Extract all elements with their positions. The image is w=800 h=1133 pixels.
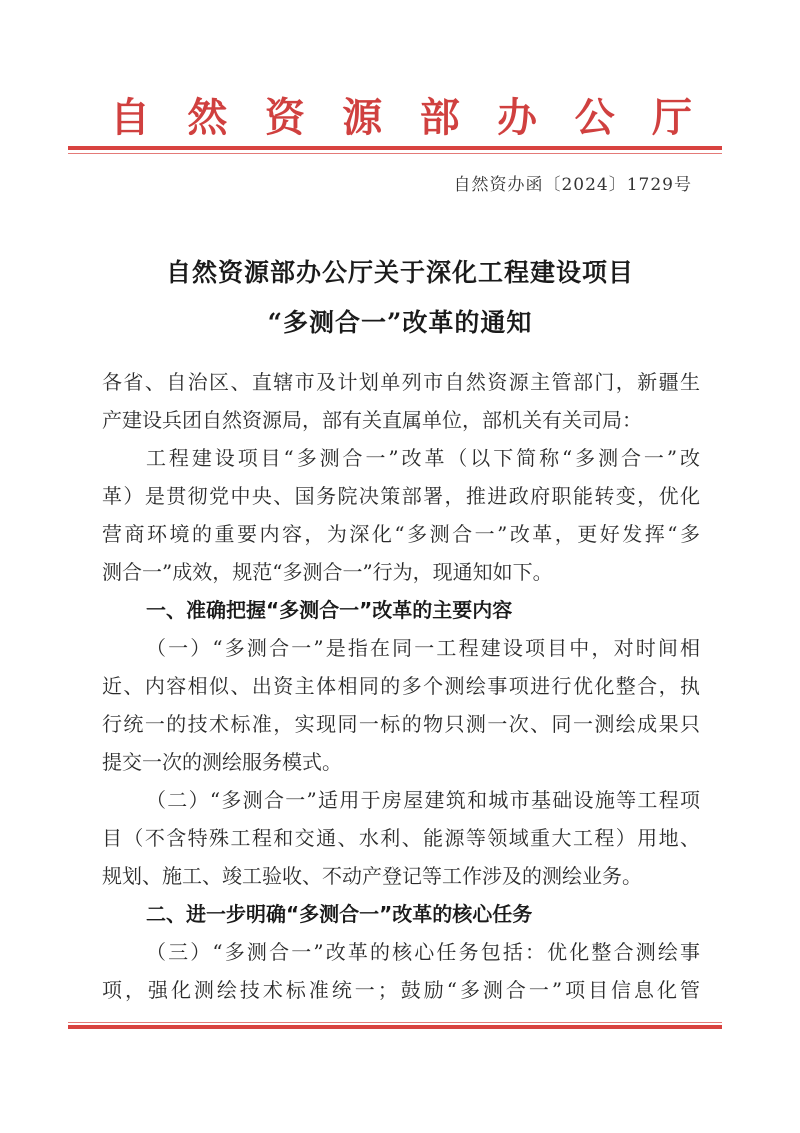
body-line: 目（不含特殊工程和交通、水利、能源等领域重大工程）用地、	[102, 826, 700, 850]
document-title-line-2: “多测合一”改革的通知	[267, 308, 533, 337]
body-line: （三）“多测合一”改革的核心任务包括：优化整合测绘事	[146, 940, 700, 964]
body-line: 营商环境的重要内容，为深化“多测合一”改革，更好发挥“多	[102, 522, 700, 546]
document-number: 自然资办函〔2024〕1729号	[453, 175, 692, 195]
body-line: 产建设兵团自然资源局，部有关直属单位，部机关有关司局：	[102, 408, 642, 432]
body-line: （二）“多测合一”适用于房屋建筑和城市基础设施等工程项	[146, 788, 700, 812]
issuing-office-header: 自然资源部办公厅	[110, 94, 694, 141]
section-heading-2: 二、进一步明确“多测合一”改革的核心任务	[146, 902, 533, 926]
footer-red-rule	[68, 1025, 722, 1029]
body-line: 工程建设项目“多测合一”改革（以下简称“多测合一”改	[146, 446, 700, 470]
body-line: 提交一次的测绘服务模式。	[102, 750, 342, 774]
body-line: 项，强化测绘技术标准统一；鼓励“多测合一”项目信息化管	[102, 978, 700, 1002]
footer-red-rule-thin	[68, 1022, 722, 1023]
body-line: 各省、自治区、直辖市及计划单列市自然资源主管部门，新疆生	[102, 370, 700, 394]
header-red-rule-thin	[68, 153, 722, 154]
document-title-line-1: 自然资源部办公厅关于深化工程建设项目	[165, 258, 634, 287]
header-red-rule	[68, 146, 722, 150]
body-line: 测合一”成效，规范“多测合一”行为，现通知如下。	[102, 560, 553, 584]
body-line: （一）“多测合一”是指在同一工程建设项目中，对时间相	[146, 636, 700, 660]
body-line: 近、内容相似、出资主体相同的多个测绘事项进行优化整合，执	[102, 674, 700, 698]
body-line: 革）是贯彻党中央、国务院决策部署，推进政府职能转变，优化	[102, 484, 700, 508]
body-line: 规划、施工、竣工验收、不动产登记等工作涉及的测绘业务。	[102, 864, 642, 888]
section-heading-1: 一、准确把握“多测合一”改革的主要内容	[146, 598, 513, 622]
body-line: 行统一的技术标准，实现同一标的物只测一次、同一测绘成果只	[102, 712, 700, 736]
